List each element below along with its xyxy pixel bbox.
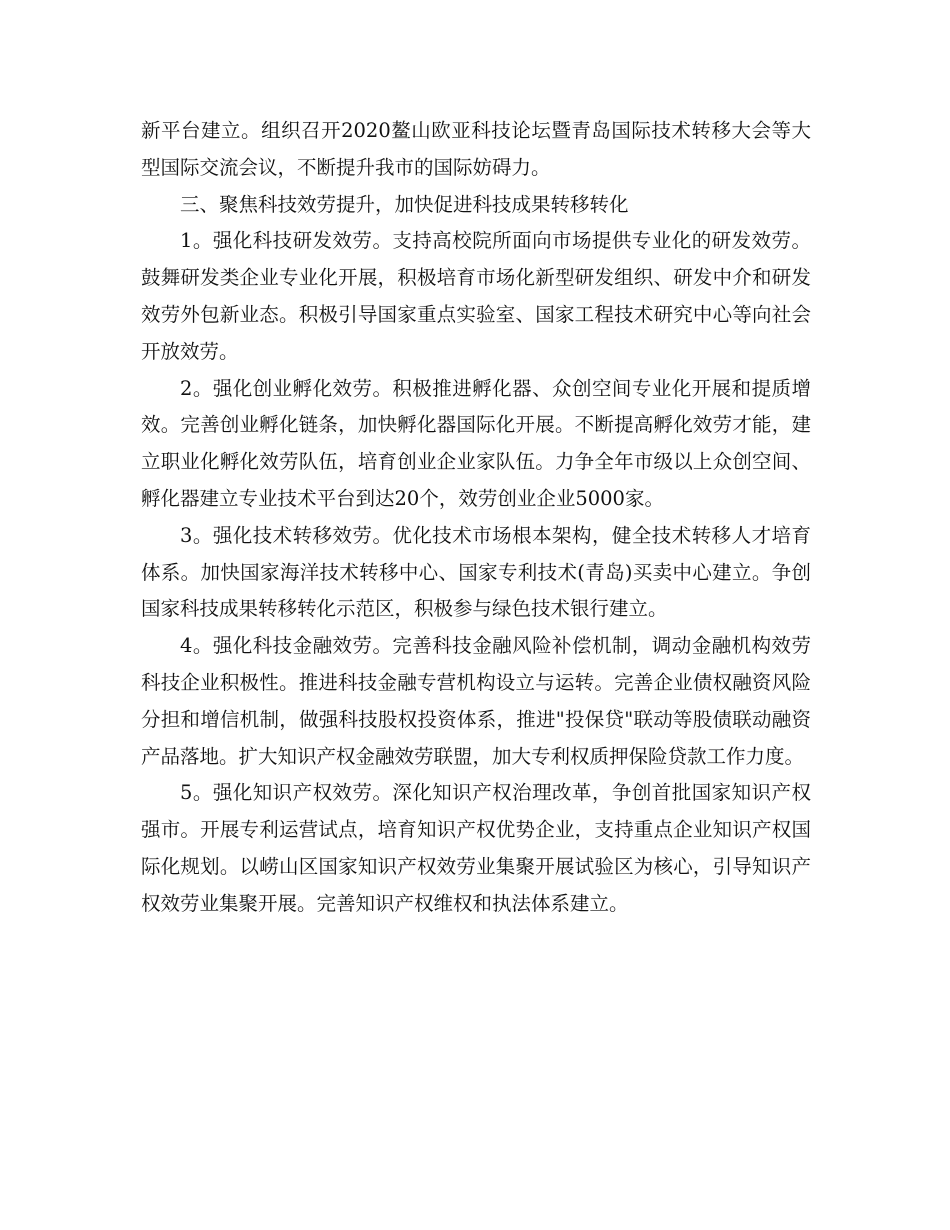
paragraph-item-2: 2。强化创业孵化效劳。积极推进孵化器、众创空间专业化开展和提质增效。完善创业孵化链条，加快孵化器国际化开展。不断提高孵化效劳才能，建立职业化孵化效劳队伍，培育创业企业家队伍。力争全年市级以上众创空间、孵化器建立专业技术平台到达20个，效劳创业企业5000家。 bbox=[141, 376, 811, 510]
section-heading: 三、聚焦科技效劳提升，加快促进科技成果转移转化 bbox=[180, 192, 629, 216]
paragraph-item-3: 3。强化技术转移效劳。优化技术市场根本架构，健全技术转移人才培育体系。加快国家海洋技术转移中心、国家专利技术(青岛)买卖中心建立。争创国家科技成果转移转化示范区，积极参与绿色技术银行建立。 bbox=[141, 523, 811, 621]
paragraph-item-4: 4。强化科技金融效劳。完善科技金融风险补偿机制，调动金融机构效劳科技企业积极性。推进科技金融专营机构设立与运转。完善企业债权融资风险分担和增信机制，做强科技股权投资体系，推进"投保贷"联动等股债联动融资产品落地。扩大知识产权金融效劳联盟，加大专利权质押保险贷款工作力度。 bbox=[141, 634, 811, 768]
paragraph-item-1: 1。强化科技研发效劳。支持高校院所面向市场提供专业化的研发效劳。鼓舞研发类企业专业化开展，积极培育市场化新型研发组织、研发中介和研发效劳外包新业态。积极引导国家重点实验室、国家工程技术研究中心等向社会开放效劳。 bbox=[141, 229, 811, 363]
document-body bbox=[141, 113, 811, 923]
paragraph-item-5: 5。强化知识产权效劳。深化知识产权治理改革，争创首批国家知识产权强市。开展专利运营试点，培育知识产权优势企业，支持重点企业知识产权国际化规划。以崂山区国家知识产权效劳业集聚开展试验区为核心，引导知识产权效劳业集聚开展。完善知识产权维权和执法体系建立。 bbox=[141, 781, 811, 915]
paragraph-continuation: 新平台建立。组织召开2020鳌山欧亚科技论坛暨青岛国际技术转移大会等大型国际交流会议，不断提升我市的国际妨碍力。 bbox=[141, 119, 811, 179]
